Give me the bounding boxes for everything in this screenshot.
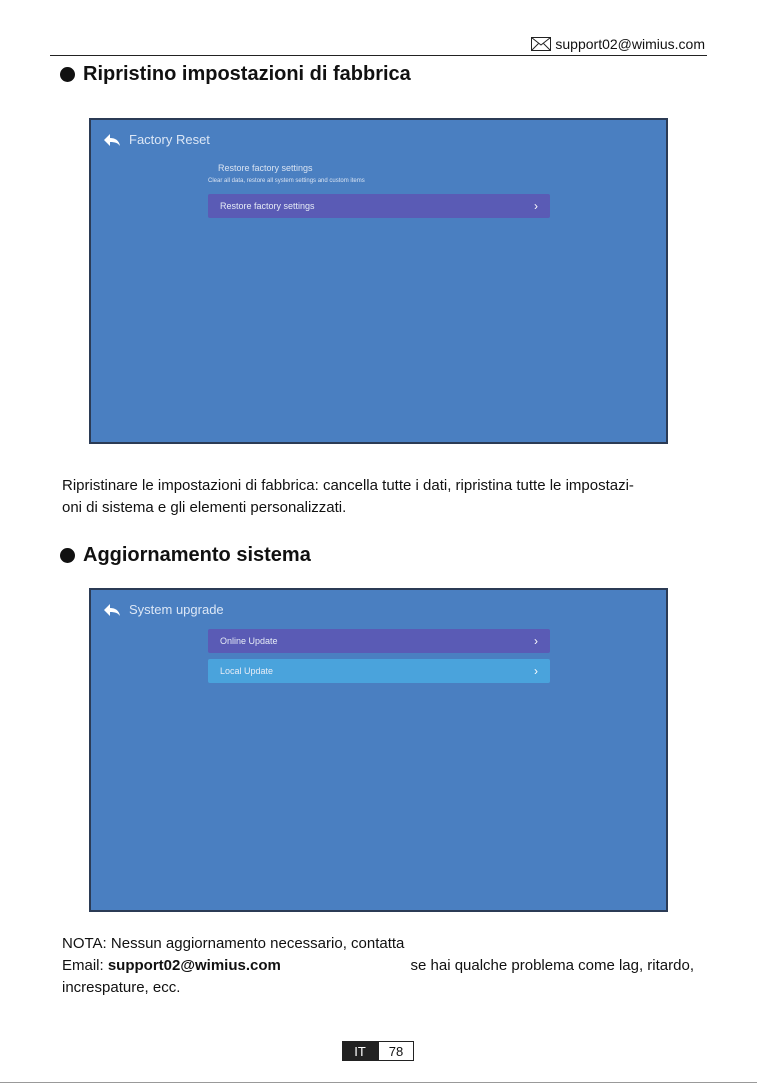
screen-subtitle: Restore factory settings: [218, 163, 313, 173]
back-arrow-icon: [103, 133, 121, 147]
row-label: Online Update: [220, 636, 278, 646]
chevron-right-icon: ›: [534, 634, 538, 648]
mail-icon: [531, 37, 551, 51]
bullet-icon: [60, 67, 75, 82]
description-line-1: Ripristinare le impostazioni di fabbrica: cancella tutte i dati, ripristina tutte le impostazi-: [62, 477, 634, 494]
note-line-2-suffix: se hai qualche problema come lag, ritardo,: [410, 957, 694, 974]
system-upgrade-screenshot: [89, 588, 668, 912]
back-arrow-icon: [103, 603, 121, 617]
page-number: 78: [378, 1041, 414, 1061]
screen-title: [103, 602, 224, 617]
chevron-right-icon: ›: [534, 199, 538, 213]
header-divider: [50, 55, 707, 56]
header-email-text: support02@wimius.com: [555, 36, 705, 52]
row-label: Local Update: [220, 666, 274, 676]
section-title-factory-reset: [60, 63, 411, 86]
screen-title-text: Factory Reset: [129, 132, 210, 147]
note-email-label: Email:: [62, 957, 108, 974]
description-line-2: oni di sistema e gli elementi personalizzati.: [62, 499, 347, 516]
restore-factory-settings-row[interactable]: [208, 194, 550, 218]
note-line-2-left: [62, 955, 281, 977]
page-badge: [342, 1041, 414, 1061]
bottom-divider: [0, 1082, 757, 1083]
row-label: Restore factory settings: [220, 201, 315, 211]
screen-title: [103, 132, 210, 147]
note-line-2: [62, 955, 694, 977]
local-update-row[interactable]: [208, 659, 550, 683]
note-line-3: increspature, ecc.: [62, 979, 181, 996]
screen-title-text: System upgrade: [129, 602, 224, 617]
section-title-text: Ripristino impostazioni di fabbrica: [83, 63, 411, 85]
online-update-row[interactable]: [208, 629, 550, 653]
screen-subtitle-desc: Clear all data, restore all system settings and custom items: [208, 178, 365, 184]
chevron-right-icon: ›: [534, 664, 538, 678]
note-email-link[interactable]: support02@wimius.com: [107, 957, 281, 974]
note-line-1: NOTA: Nessun aggiornamento necessario, contatta: [62, 935, 405, 952]
section-title-text: Aggiornamento sistema: [83, 544, 311, 566]
language-code: IT: [342, 1041, 378, 1061]
factory-reset-description: [62, 475, 702, 519]
section-title-system-upgrade: [60, 544, 311, 567]
bullet-icon: [60, 548, 75, 563]
note-paragraph: [62, 933, 694, 999]
header-email: [531, 36, 705, 52]
factory-reset-screenshot: [89, 118, 668, 444]
